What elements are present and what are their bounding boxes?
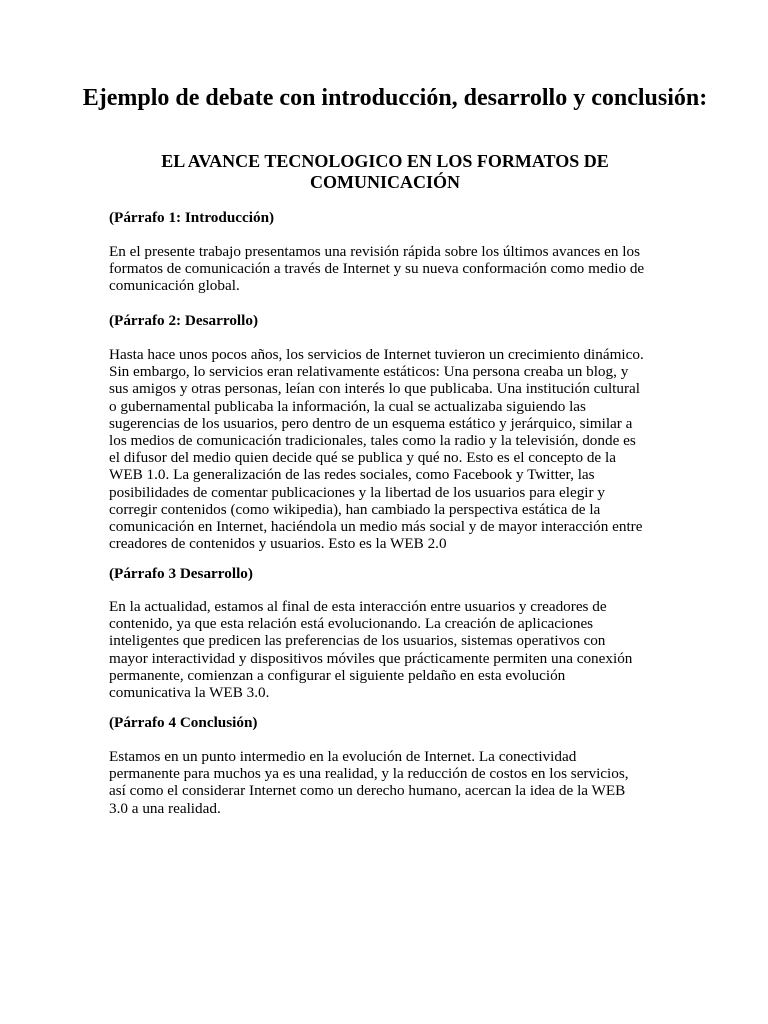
paragraph-line: Sin embargo, lo servicios eran relativamente estáticos: Una persona creaba un blog, y	[109, 363, 629, 381]
paragraph-line: posibilidades de comentar publicaciones y la libertad de los usuarios para elegir y	[109, 483, 605, 501]
paragraph-line: Hasta hace unos pocos años, los servicios de Internet tuvieron un crecimiento dinámico.	[109, 346, 644, 363]
paragraph-line: sus amigos y otras personas, leían con interés lo que publicaba. Una institución cultural	[109, 380, 641, 398]
paragraph-line: WEB 1.0. La generalización de las redes sociales, como Facebook y Twitter, las	[109, 466, 595, 484]
section-paragraph-2	[109, 346, 669, 552]
document-subtitle: EL AVANCE TECNOLOGICO EN LOS FORMATOS DE COMUNICACIÓN	[161, 151, 609, 192]
paragraph-line: comunicación global.	[109, 277, 240, 295]
section-heading-1: (Párrafo 1: Introducción)	[109, 209, 275, 226]
section-paragraph-1	[109, 243, 669, 295]
paragraph-line: sugerencias de los usuarios, pero dentro de un esquema estático y jerárquico, similar a	[109, 414, 633, 432]
paragraph-line: contenido, ya que esta relación está evolucionando. La creación de aplicaciones	[109, 615, 594, 633]
paragraph-line: permanente para muchos ya es una realidad, y la reducción de costos en los servicios,	[109, 765, 629, 783]
paragraph-line: Estamos en un punto intermedio en la evolución de Internet. La conectividad	[109, 748, 577, 765]
document-title: Ejemplo de debate con introducción, desarrollo y conclusión:	[82, 85, 708, 111]
paragraph-line: comunicativa la WEB 3.0.	[109, 684, 270, 702]
paragraph-line: corregir contenidos (como wikipedia), han cambiado la perspectiva estática de la	[109, 500, 601, 518]
section-paragraph-4	[109, 748, 669, 817]
paragraph-line: así como el considerar Internet como un derecho humano, acercan la idea de la WEB	[109, 782, 626, 800]
paragraph-line: creadores de contenidos y usuarios. Esto es la WEB 2.0	[109, 535, 447, 553]
paragraph-line: En la actualidad, estamos al final de esta interacción entre usuarios y creadores de	[109, 598, 607, 615]
paragraph-line: los medios de comunicación tradicionales, tales como la radio y la televisión, donde es	[109, 432, 636, 450]
paragraph-line: formatos de comunicación a través de Internet y su nueva conformación como medio de	[109, 260, 645, 278]
paragraph-line: permanente, comienzan a configurar el siguiente peldaño en esta evolución	[109, 666, 566, 684]
section-heading-2: (Párrafo 2: Desarrollo)	[109, 312, 259, 329]
paragraph-line: En el presente trabajo presentamos una revisión rápida sobre los últimos avances en los	[109, 243, 640, 260]
paragraph-line: o gubernamental publicaba la información, la cual se actualizaba siguiendo las	[109, 397, 586, 415]
paragraph-line: comunicación en Internet, haciéndola un medio más social y de mayor interacción entre	[109, 518, 643, 536]
paragraph-line: el difusor del medio quien decide qué se publica y qué no. Esto es el concepto de la	[109, 449, 616, 467]
section-heading-3: (Párrafo 3 Desarrollo)	[109, 565, 253, 582]
paragraph-line: 3.0 a una realidad.	[109, 799, 221, 817]
section-heading-4: (Párrafo 4 Conclusión)	[109, 714, 258, 731]
section-paragraph-3	[109, 598, 669, 701]
paragraph-line: mayor interactividad y dispositivos móviles que prácticamente permiten una conexión	[109, 649, 633, 667]
paragraph-line: inteligentes que predicen las preferencias de los usuarios, sistemas operativos con	[109, 632, 606, 650]
